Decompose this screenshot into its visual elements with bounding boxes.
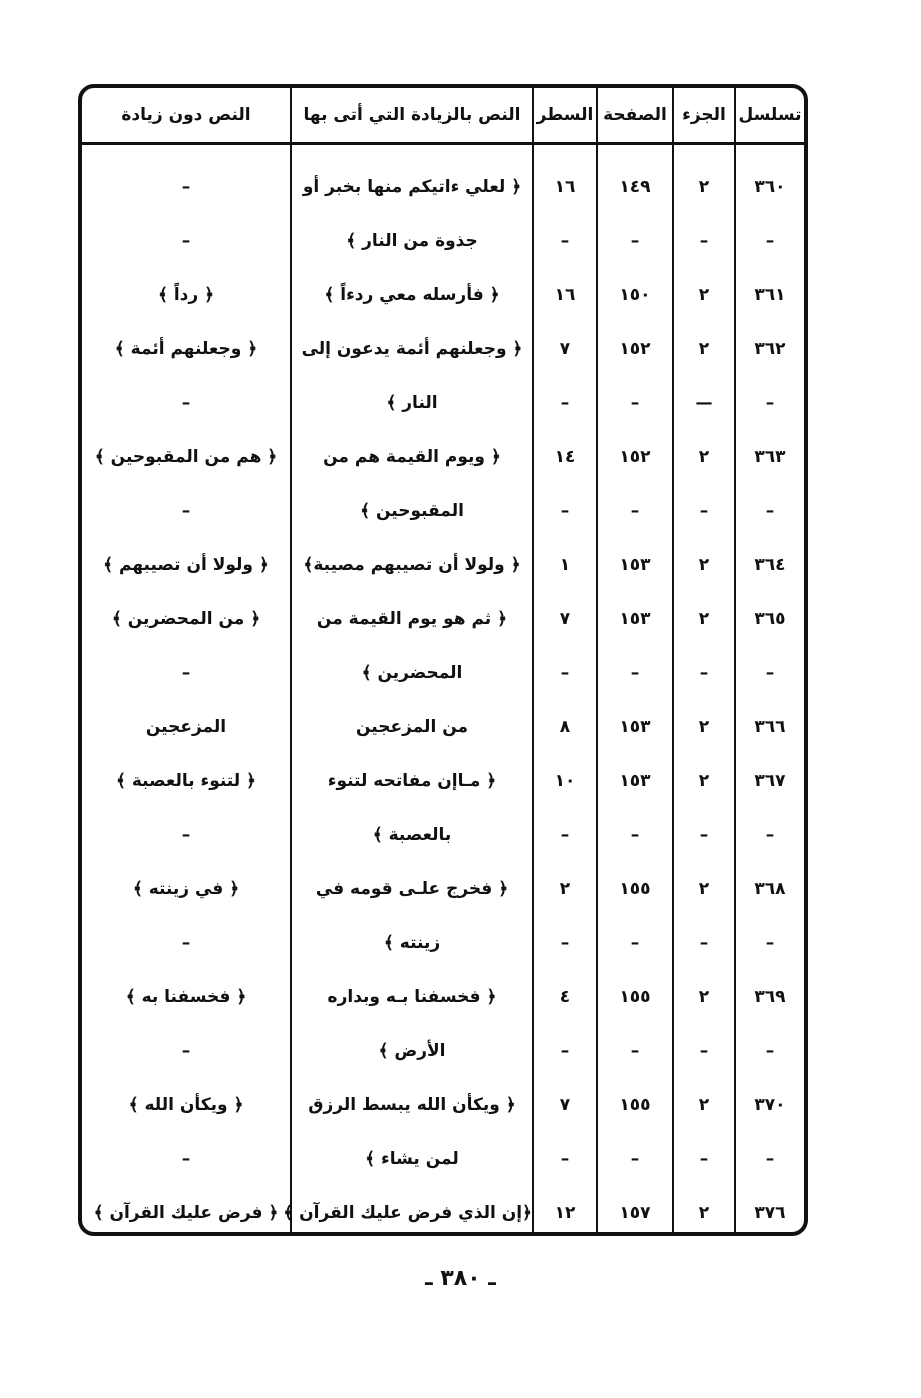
cell-serial: ٣٧٠ bbox=[735, 1078, 804, 1132]
cell-serial: ٣٦٨ bbox=[735, 862, 804, 916]
cell-line: – bbox=[533, 646, 597, 700]
cell-page: ١٥٣ bbox=[597, 592, 673, 646]
cell-text-without-addition: – bbox=[181, 500, 191, 521]
cell-juz: ٢ bbox=[673, 700, 735, 754]
header-text-with-addition: النص بالزيادة التي أتى بها bbox=[291, 88, 533, 144]
cell-text-without-addition: – bbox=[181, 824, 191, 845]
cell-text-without-addition: ﴿ وجعلنهم أئمة ﴾ bbox=[114, 339, 258, 359]
cell-juz: – bbox=[673, 484, 735, 538]
cell-juz: — bbox=[673, 376, 735, 430]
cell-line: ١٦ bbox=[533, 160, 597, 214]
cell-page: – bbox=[597, 214, 673, 268]
cell-text-with-addition: زينته ﴾ bbox=[291, 916, 533, 970]
table-row bbox=[82, 322, 804, 376]
cell-text-without-addition: ﴿ لتنوء بالعصبة ﴾ bbox=[115, 771, 257, 791]
cell-juz: ٢ bbox=[673, 1078, 735, 1132]
cell-text-without-addition: ﴿ فرض عليك القرآن ﴾ bbox=[93, 1203, 279, 1223]
cell-serial: ٣٦٩ bbox=[735, 970, 804, 1024]
cell-page: – bbox=[597, 1132, 673, 1186]
table-row bbox=[82, 808, 804, 862]
cell-page: ١٥٢ bbox=[597, 430, 673, 484]
cell-text-with-addition: ﴿ لعلي ءاتيكم منها بخبر أو bbox=[291, 160, 533, 214]
cell-page: ١٥٣ bbox=[597, 538, 673, 592]
cell-text-without-addition: ﴿ ويكأن الله ﴾ bbox=[128, 1095, 244, 1115]
cell-page: – bbox=[597, 1024, 673, 1078]
table-row bbox=[82, 862, 804, 916]
cell-page: ١٥٣ bbox=[597, 700, 673, 754]
cell-line: ٨ bbox=[533, 700, 597, 754]
cell-text-without-addition: – bbox=[181, 1040, 191, 1061]
cell-line: ٧ bbox=[533, 1078, 597, 1132]
table-row bbox=[82, 1024, 804, 1078]
table-row bbox=[82, 646, 804, 700]
cell-text-with-addition: ﴿إن الذي فرض عليك القرآن ﴾ bbox=[291, 1186, 533, 1237]
header-line: السطر bbox=[533, 88, 597, 144]
cell-juz: ٢ bbox=[673, 592, 735, 646]
table-row bbox=[82, 376, 804, 430]
cell-juz: ٢ bbox=[673, 430, 735, 484]
header-serial: تسلسل bbox=[735, 88, 804, 144]
cell-serial: – bbox=[735, 646, 804, 700]
cell-line: ١٠ bbox=[533, 754, 597, 808]
cell-text-without-addition: ﴿ هم من المقبوحين ﴾ bbox=[94, 447, 278, 467]
cell-text-with-addition: ﴿ ويوم القيمة هم من bbox=[291, 430, 533, 484]
table-row bbox=[82, 1132, 804, 1186]
cell-text-without-addition: ﴿ ولولا أن تصيبهم ﴾ bbox=[103, 555, 269, 575]
table-row bbox=[82, 970, 804, 1024]
cell-serial: ٣٦٣ bbox=[735, 430, 804, 484]
cell-juz: ٢ bbox=[673, 160, 735, 214]
cell-page: – bbox=[597, 484, 673, 538]
cell-text-without-addition: – bbox=[181, 392, 191, 413]
cell-text-without-addition: – bbox=[181, 176, 191, 197]
cell-juz: – bbox=[673, 646, 735, 700]
table-row bbox=[82, 1078, 804, 1132]
cell-serial: – bbox=[735, 808, 804, 862]
cell-text-with-addition: ﴿ ثم هو يوم القيمة من bbox=[291, 592, 533, 646]
cell-serial: – bbox=[735, 916, 804, 970]
table-row bbox=[82, 1186, 804, 1237]
cell-text-with-addition: من المزعجين bbox=[291, 700, 533, 754]
cell-serial: – bbox=[735, 376, 804, 430]
cell-line: – bbox=[533, 214, 597, 268]
cell-page: – bbox=[597, 916, 673, 970]
cell-line: – bbox=[533, 1132, 597, 1186]
cell-text-without-addition: – bbox=[181, 230, 191, 251]
cell-text-with-addition: بالعصبة ﴾ bbox=[291, 808, 533, 862]
cell-text-with-addition: المقبوحين ﴾ bbox=[291, 484, 533, 538]
cell-line: ٧ bbox=[533, 322, 597, 376]
cell-page: ١٥٧ bbox=[597, 1186, 673, 1237]
cell-line: – bbox=[533, 484, 597, 538]
cell-juz: – bbox=[673, 1024, 735, 1078]
table-row bbox=[82, 160, 804, 214]
cell-text-without-addition: ﴿ في زينته ﴾ bbox=[132, 879, 240, 899]
table-row bbox=[82, 268, 804, 322]
cell-text-with-addition: لمن يشاء ﴾ bbox=[291, 1132, 533, 1186]
table-row bbox=[82, 592, 804, 646]
cell-serial: ٣٦٥ bbox=[735, 592, 804, 646]
cell-text-with-addition: ﴿ فخسفنا بـه وبداره bbox=[291, 970, 533, 1024]
cell-serial: – bbox=[735, 1024, 804, 1078]
header-juz: الجزء bbox=[673, 88, 735, 144]
page-number: ـ ٣٨٠ ـ bbox=[425, 1266, 496, 1291]
cell-text-without-addition: ﴿ من المحضرين ﴾ bbox=[111, 609, 261, 629]
cell-page: ١٥٠ bbox=[597, 268, 673, 322]
cell-line: – bbox=[533, 916, 597, 970]
cell-line: ١٢ bbox=[533, 1186, 597, 1237]
table-header-row bbox=[82, 88, 804, 144]
cell-serial: ٣٦١ bbox=[735, 268, 804, 322]
cell-text-with-addition: ﴿ ولولا أن تصيبهم مصيبة﴾ bbox=[291, 538, 533, 592]
cell-text-with-addition: ﴿ فأرسله معي ردءاً ﴾ bbox=[291, 268, 533, 322]
cell-juz: ٢ bbox=[673, 970, 735, 1024]
table-row bbox=[82, 214, 804, 268]
table-row bbox=[82, 538, 804, 592]
cell-page: – bbox=[597, 646, 673, 700]
cell-text-without-addition: – bbox=[181, 662, 191, 683]
table-row bbox=[82, 484, 804, 538]
cell-serial: ٣٧٦ bbox=[735, 1186, 804, 1237]
table-spacer-row bbox=[82, 144, 804, 160]
cell-serial: – bbox=[735, 484, 804, 538]
cell-juz: – bbox=[673, 214, 735, 268]
cell-page: – bbox=[597, 376, 673, 430]
cell-juz: ٢ bbox=[673, 862, 735, 916]
cell-text-without-addition: – bbox=[181, 1148, 191, 1169]
cell-text-with-addition: ﴿ وجعلنهم أئمة يدعون إلى bbox=[291, 322, 533, 376]
cell-text-without-addition: ﴿ فخسفنا به ﴾ bbox=[125, 987, 247, 1007]
cell-text-with-addition: ﴿ ويكأن الله يبسط الرزق bbox=[291, 1078, 533, 1132]
cell-line: ٢ bbox=[533, 862, 597, 916]
cell-serial: ٣٦٠ bbox=[735, 160, 804, 214]
cell-page: – bbox=[597, 808, 673, 862]
table-row bbox=[82, 916, 804, 970]
cell-juz: ٢ bbox=[673, 754, 735, 808]
cell-juz: – bbox=[673, 1132, 735, 1186]
cell-text-with-addition: المحضرين ﴾ bbox=[291, 646, 533, 700]
data-table bbox=[82, 88, 804, 1236]
cell-juz: ٢ bbox=[673, 538, 735, 592]
cell-text-without-addition: – bbox=[181, 932, 191, 953]
cell-text-with-addition: ﴿ فخرج علـى قومه في bbox=[291, 862, 533, 916]
cell-text-with-addition: النار ﴾ bbox=[291, 376, 533, 430]
cell-line: ١ bbox=[533, 538, 597, 592]
cell-line: ١٦ bbox=[533, 268, 597, 322]
cell-line: ٧ bbox=[533, 592, 597, 646]
header-page: الصفحة bbox=[597, 88, 673, 144]
cell-page: ١٥٥ bbox=[597, 1078, 673, 1132]
cell-serial: ٣٦٦ bbox=[735, 700, 804, 754]
cell-juz: ٢ bbox=[673, 322, 735, 376]
cell-juz: – bbox=[673, 916, 735, 970]
cell-line: – bbox=[533, 808, 597, 862]
cell-text-with-addition: الأرض ﴾ bbox=[291, 1024, 533, 1078]
table-row bbox=[82, 430, 804, 484]
table-row bbox=[82, 700, 804, 754]
cell-text-with-addition: جذوة من النار ﴾ bbox=[291, 214, 533, 268]
cell-juz: ٢ bbox=[673, 1186, 735, 1237]
cell-page: ١٤٩ bbox=[597, 160, 673, 214]
cell-page: ١٥٣ bbox=[597, 754, 673, 808]
cell-serial: ٣٦٤ bbox=[735, 538, 804, 592]
cell-juz: ٢ bbox=[673, 268, 735, 322]
cell-serial: – bbox=[735, 214, 804, 268]
cell-text-without-addition: ﴿ رداً ﴾ bbox=[157, 285, 215, 305]
cell-juz: – bbox=[673, 808, 735, 862]
cell-page: ١٥٥ bbox=[597, 970, 673, 1024]
data-table-frame bbox=[78, 84, 808, 1236]
cell-serial: ٣٦٢ bbox=[735, 322, 804, 376]
cell-serial: ٣٦٧ bbox=[735, 754, 804, 808]
cell-line: ١٤ bbox=[533, 430, 597, 484]
cell-line: – bbox=[533, 376, 597, 430]
cell-page: ١٥٥ bbox=[597, 862, 673, 916]
cell-page: ١٥٢ bbox=[597, 322, 673, 376]
cell-line: – bbox=[533, 1024, 597, 1078]
cell-text-with-addition: ﴿ مـاإن مفاتحه لتنوء bbox=[291, 754, 533, 808]
header-text-without-addition: النص دون زيادة bbox=[82, 88, 291, 144]
table-row bbox=[82, 754, 804, 808]
cell-line: ٤ bbox=[533, 970, 597, 1024]
cell-serial: – bbox=[735, 1132, 804, 1186]
cell-text-without-addition: المزعجين bbox=[145, 716, 227, 737]
table-body bbox=[82, 144, 804, 1237]
